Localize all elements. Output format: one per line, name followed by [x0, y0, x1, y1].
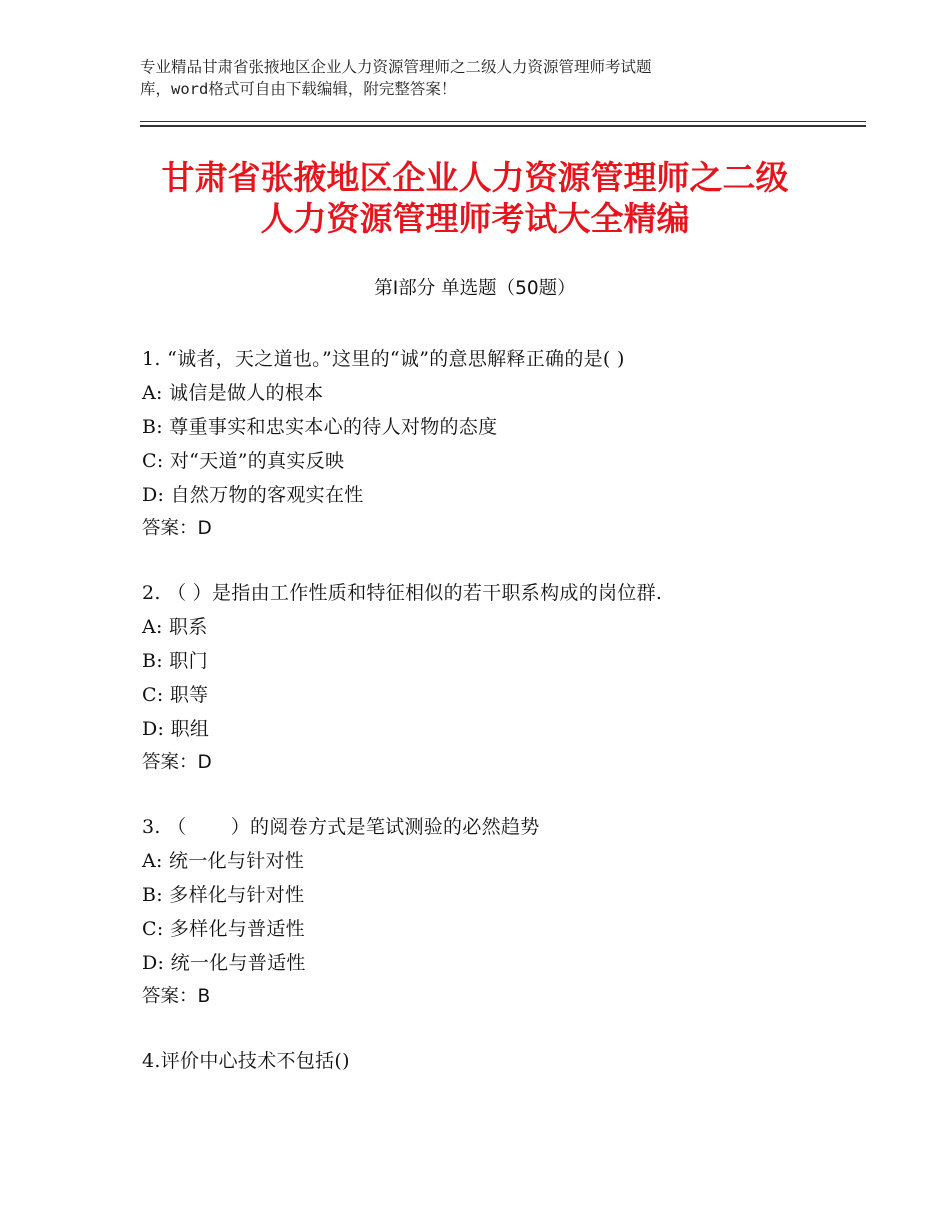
answer-label: 答案：D: [142, 518, 212, 539]
document-title-line-1: 甘肃省张掖地区企业人力资源管理师之二级: [161, 158, 789, 197]
option-c: C: 职等: [142, 684, 209, 706]
header-note-line-2: 库，word格式可自由下载编辑，附完整答案！: [140, 80, 457, 98]
question-stem: 3. （ ）的阅卷方式是笔试测验的必然趋势: [142, 816, 540, 838]
option-a: A: 诚信是做人的根本: [142, 382, 324, 404]
answer-label: 答案：B: [142, 986, 211, 1007]
section-title: 第Ⅰ部分 单选题（50题）: [374, 278, 576, 299]
option-b: B: 尊重事实和忠实本心的待人对物的态度: [142, 416, 498, 438]
option-c: C: 对“天道”的真实反映: [142, 450, 345, 472]
question-3: [142, 810, 862, 1014]
question-stem: 4.评价中心技术不包括(): [142, 1050, 350, 1072]
header-divider-thin: [140, 121, 866, 122]
header-divider-thick: [140, 125, 866, 127]
question-4: [142, 1044, 862, 1078]
option-d: D: 职组: [142, 718, 210, 740]
document-title: [60, 157, 890, 239]
header-note: [140, 56, 800, 100]
header-note-line-1: 专业精品甘肃省张掖地区企业人力资源管理师之二级人力资源管理师考试题: [140, 58, 652, 76]
option-b: B: 职门: [142, 650, 208, 672]
answer-label: 答案：D: [142, 752, 212, 773]
question-stem: 2. （ ）是指由工作性质和特征相似的若干职系构成的岗位群.: [142, 582, 663, 604]
option-d: D: 自然万物的客观实在性: [142, 484, 364, 506]
question-2: [142, 576, 862, 780]
question-list: [142, 342, 862, 1108]
question-stem: 1. “诚者，天之道也。”这里的“诚”的意思解释正确的是( ): [142, 348, 625, 370]
document-title-line-2: 人力资源管理师考试大全精编: [260, 199, 690, 238]
option-b: B: 多样化与针对性: [142, 884, 305, 906]
question-1: [142, 342, 862, 546]
option-d: D: 统一化与普适性: [142, 952, 306, 974]
option-c: C: 多样化与普适性: [142, 918, 305, 940]
option-a: A: 职系: [142, 616, 208, 638]
option-a: A: 统一化与针对性: [142, 850, 305, 872]
